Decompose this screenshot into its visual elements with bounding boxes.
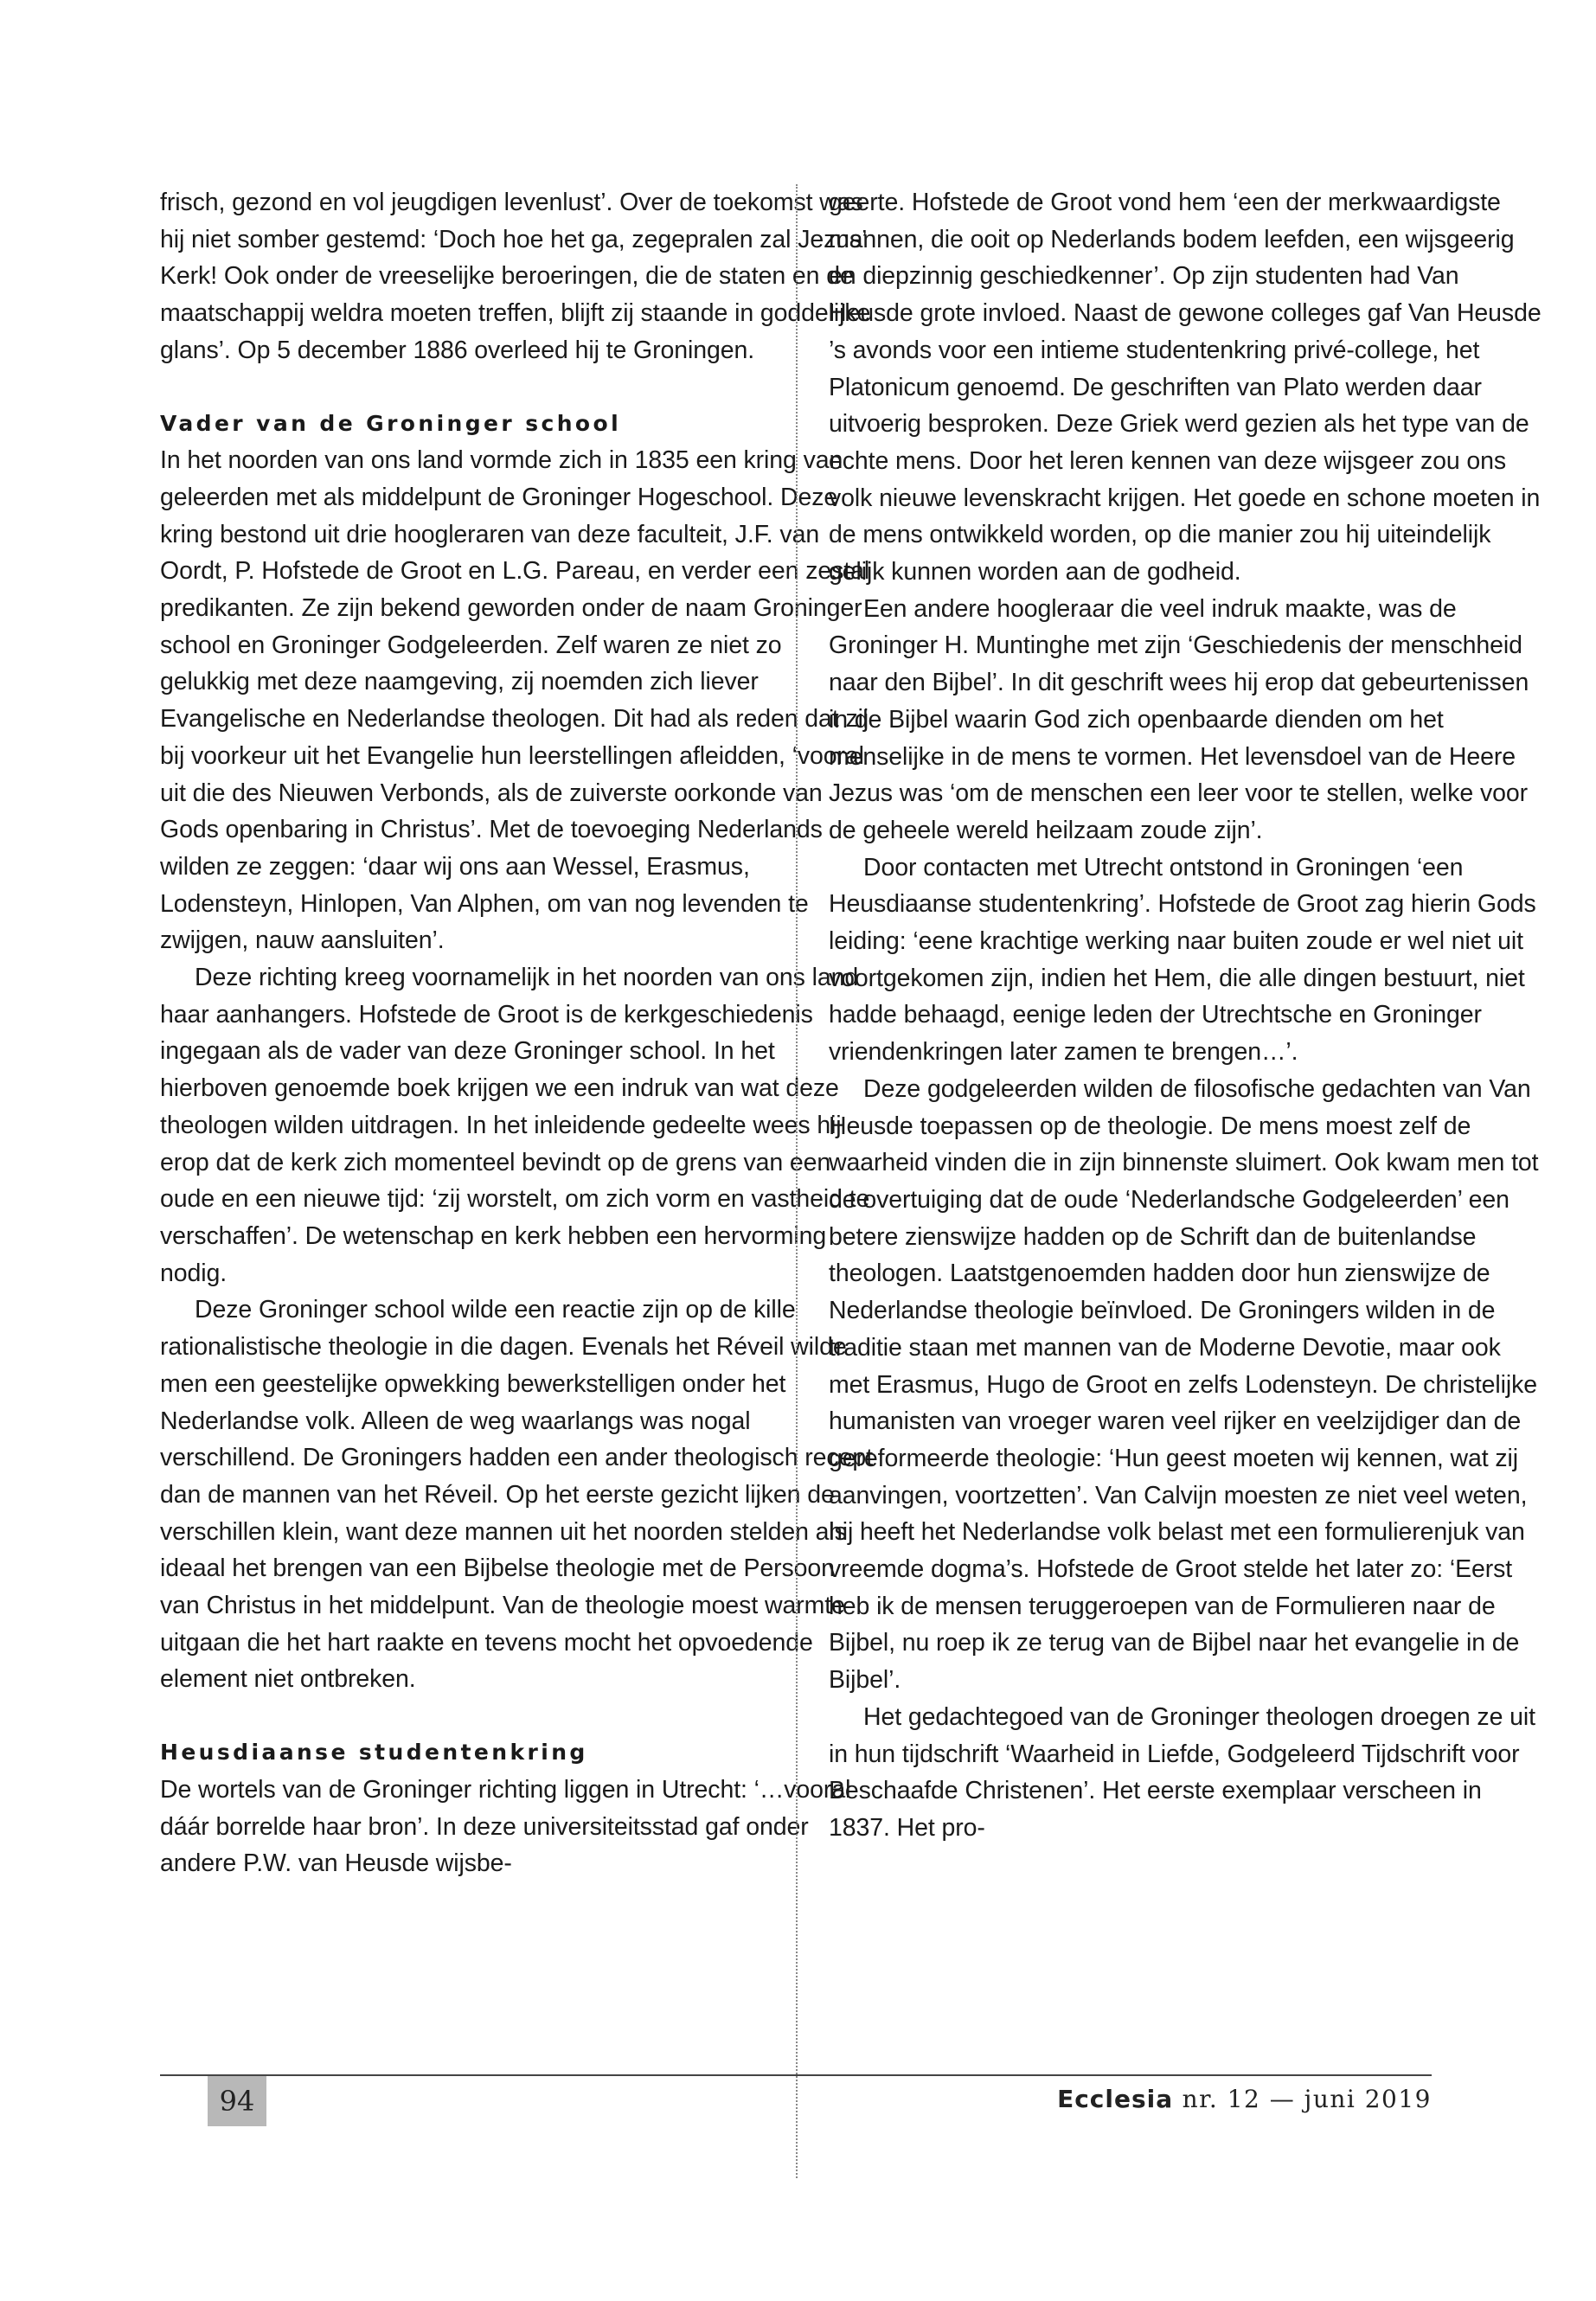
issue-info: nr. 12 — juni 2019 — [1182, 2085, 1432, 2113]
column-divider — [796, 184, 798, 2178]
page-number: 94 — [208, 2076, 266, 2126]
journal-name: Ecclesia — [1057, 2085, 1174, 2113]
left-column — [160, 184, 878, 1882]
intro-paragraph: frisch, gezond en vol jeugdigen levenlust’. Over de toekomst was hij niet somber gestemd: ‘Doch hoe het ga, zegepralen zal Jezus’ Kerk! Ook onder de vreeselijke beroeringen, die de staten en de maatschappij weldra moeten treffen, blijft zij staande in goddelijke glans’. Op 5 december 1886 overleed hij te Groningen. — [160, 189, 871, 364]
right-paragraph-5: Het gedachtegoed van de Groninger theologen droegen ze uit in hun tijdschrift ‘Waarheid in Liefde, Godgeleerd Tijdschrift voor Beschaafde Christenen’. Het eerste exemplaar verscheen in 1837. Het pro- — [829, 1702, 1535, 1842]
section-heading-vader: Vader van de Groninger school — [160, 410, 622, 436]
publication-info — [1057, 2085, 1432, 2113]
right-paragraph-2: Een andere hoogleraar die veel indruk maakte, was de Groninger H. Muntinghe met zijn ‘Geschiedenis der menschheid naar den Bijbel’. In dit geschrift wees hij erop dat gebeurtenissen in de Bijbel waarin God zich openbaarde dienden om het menselijke in de mens te vormen. Het levensdoel van de Heere Jezus was ‘om de menschen een leer voor te stellen, welke voor de geheele wereld heilzaam zoude zijn’. — [829, 594, 1529, 844]
section-1-paragraph-1: In het noorden van ons land vormde zich in 1835 een kring van geleerden met als middelpunt de Groninger Hogeschool. Deze kring bestond uit drie hoogleraren van deze faculteit, J.F. van Oordt, P. Hofstede de Groot en L.G. Pareau, en verder een zestal predikanten. Ze zijn bekend geworden onder de naam Groninger school en Groninger Godgeleerden. Zelf waren ze niet zo gelukkig met deze naamgeving, zij noemden zich liever Evangelische en Nederlandse theologen. Dit had als reden dat zij bij voorkeur uit het Evangelie hun leerstellingen afleidden, ‘vooral uit die des Nieuwen Verbonds, als de zuiverste oorkonde van Gods openbaring in Christus’. Met de toevoeging Nederlands wilden ze zeggen: ‘daar wij ons aan Wessel, Erasmus, Lodensteyn, Hinlopen, Van Alphen, om van nog levenden te zwijgen, nauw aansluiten’. — [160, 446, 870, 955]
right-paragraph-4: Deze godgeleerden wilden de filosofische gedachten van Van Heusde toepassen op de theologie. De mens moest zelf de waarheid vinden die in zijn binnenste sluimert. Ook kwam men tot de overtuiging dat de oude ‘Nederlandsche Godgeleerden’ een betere zienswijze hadden op de Schrift dan de buitenlandse theologen. Laatstgenoemden hadden door hun zienswijze de Nederlandse theologie beïnvloed. De Groningers wilden in de traditie staan met mannen van de Moderne Devotie, maar ook met Erasmus, Hugo de Groot en zelfs Lodensteyn. De christelijke humanisten van vroeger waren veel rijker en veelzijdiger dan de gereformeerde theologie: ‘Hun geest moeten wij kennen, wat zij aanvingen, voortzetten’. Van Calvijn moesten ze niet veel weten, hij heeft het Nederlandse volk belast met een formulierenjuk van vreemde dogma’s. Hofstede de Groot stelde het later zo: ‘Eerst heb ik de mensen teruggeroepen van de Formulieren naar de Bijbel, nu roep ik ze terug van de Bijbel naar het evangelie in de Bijbel’. — [829, 1074, 1539, 1695]
right-paragraph-3: Door contacten met Utrecht ontstond in Groningen ‘een Heusdiaanse studentenkring’. Hofstede de Groot zag hierin Gods leiding: ‘eene krachtige werking naar buiten zoude er wel niet uit voortgekomen zijn, indien het Hem, die alle dingen bestuurt, niet hadde behaagd, eenige leden der Utrechtsche en Groninger vriendenkringen later zamen te brengen…’. — [829, 853, 1536, 1067]
section-1-paragraph-3: Deze Groninger school wilde een reactie zijn op de kille rationalistische theologie in die dagen. Evenals het Réveil wilde men een geestelijke opwekking bewerkstelligen onder het Nederlandse volk. Alleen de weg waarlangs was nogal verschillend. De Groningers hadden een ander theologisch recept dan de mannen van het Réveil. Op het eerste gezicht lijken de verschillen klein, want deze mannen uit het noorden stelden als ideaal het brengen van een Bijbelse theologie met de Persoon van Christus in het middelpunt. Van de theologie moest warmte uitgaan die het hart raakte en tevens mocht het opvoedende element niet ontbreken. — [160, 1296, 873, 1694]
right-paragraph-1: geerte. Hofstede de Groot vond hem ‘een der merkwaardigste mannen, die ooit op Nederlands bodem leefden, een wijsgeerig en diepzinnig geschiedkenner’. Op zijn studenten had Van Heusde grote invloed. Naast de gewone colleges gaf Van Heusde ’s avonds voor een intieme studentenkring privé-college, het Platonicum genoemd. De geschriften van Plato werden daar uitvoerig besproken. Deze Griek werd gezien als het type van de echte mens. Door het leren kennen van deze wijsgeer zou ons volk nieuwe levenskracht krijgen. Het goede en schone moeten in de mens ontwikkeld worden, op die manier zou hij uiteindelijk gelijk kunnen worden aan de godheid. — [829, 189, 1542, 586]
section-heading-heusdiaanse: Heusdiaanse studentenkring — [160, 1740, 588, 1766]
section-2-paragraph-1: De wortels van de Groninger richting liggen in Utrecht: ‘…vooral dáár borrelde haar bron’. In deze universiteitsstad gaf onder andere P.W. van Heusde wijsbe- — [160, 1775, 851, 1878]
footer-rule — [160, 2074, 1432, 2076]
right-column — [829, 184, 1547, 1847]
section-1-paragraph-2: Deze richting kreeg voornamelijk in het noorden van ons land haar aanhangers. Hofstede de Groot is de kerkgeschiedenis ingegaan als de vader van deze Groninger school. In het hierboven genoemde boek krijgen we een indruk van wat deze theologen wilden uitdragen. In het inleidende gedeelte wees hij erop dat de kerk zich momenteel bevindt op de grens van een oude en een nieuwe tijd: ‘zij worstelt, om zich vorm en vastheid te verschaffen’. De wetenschap en kerk hebben een hervorming nodig. — [160, 964, 870, 1287]
